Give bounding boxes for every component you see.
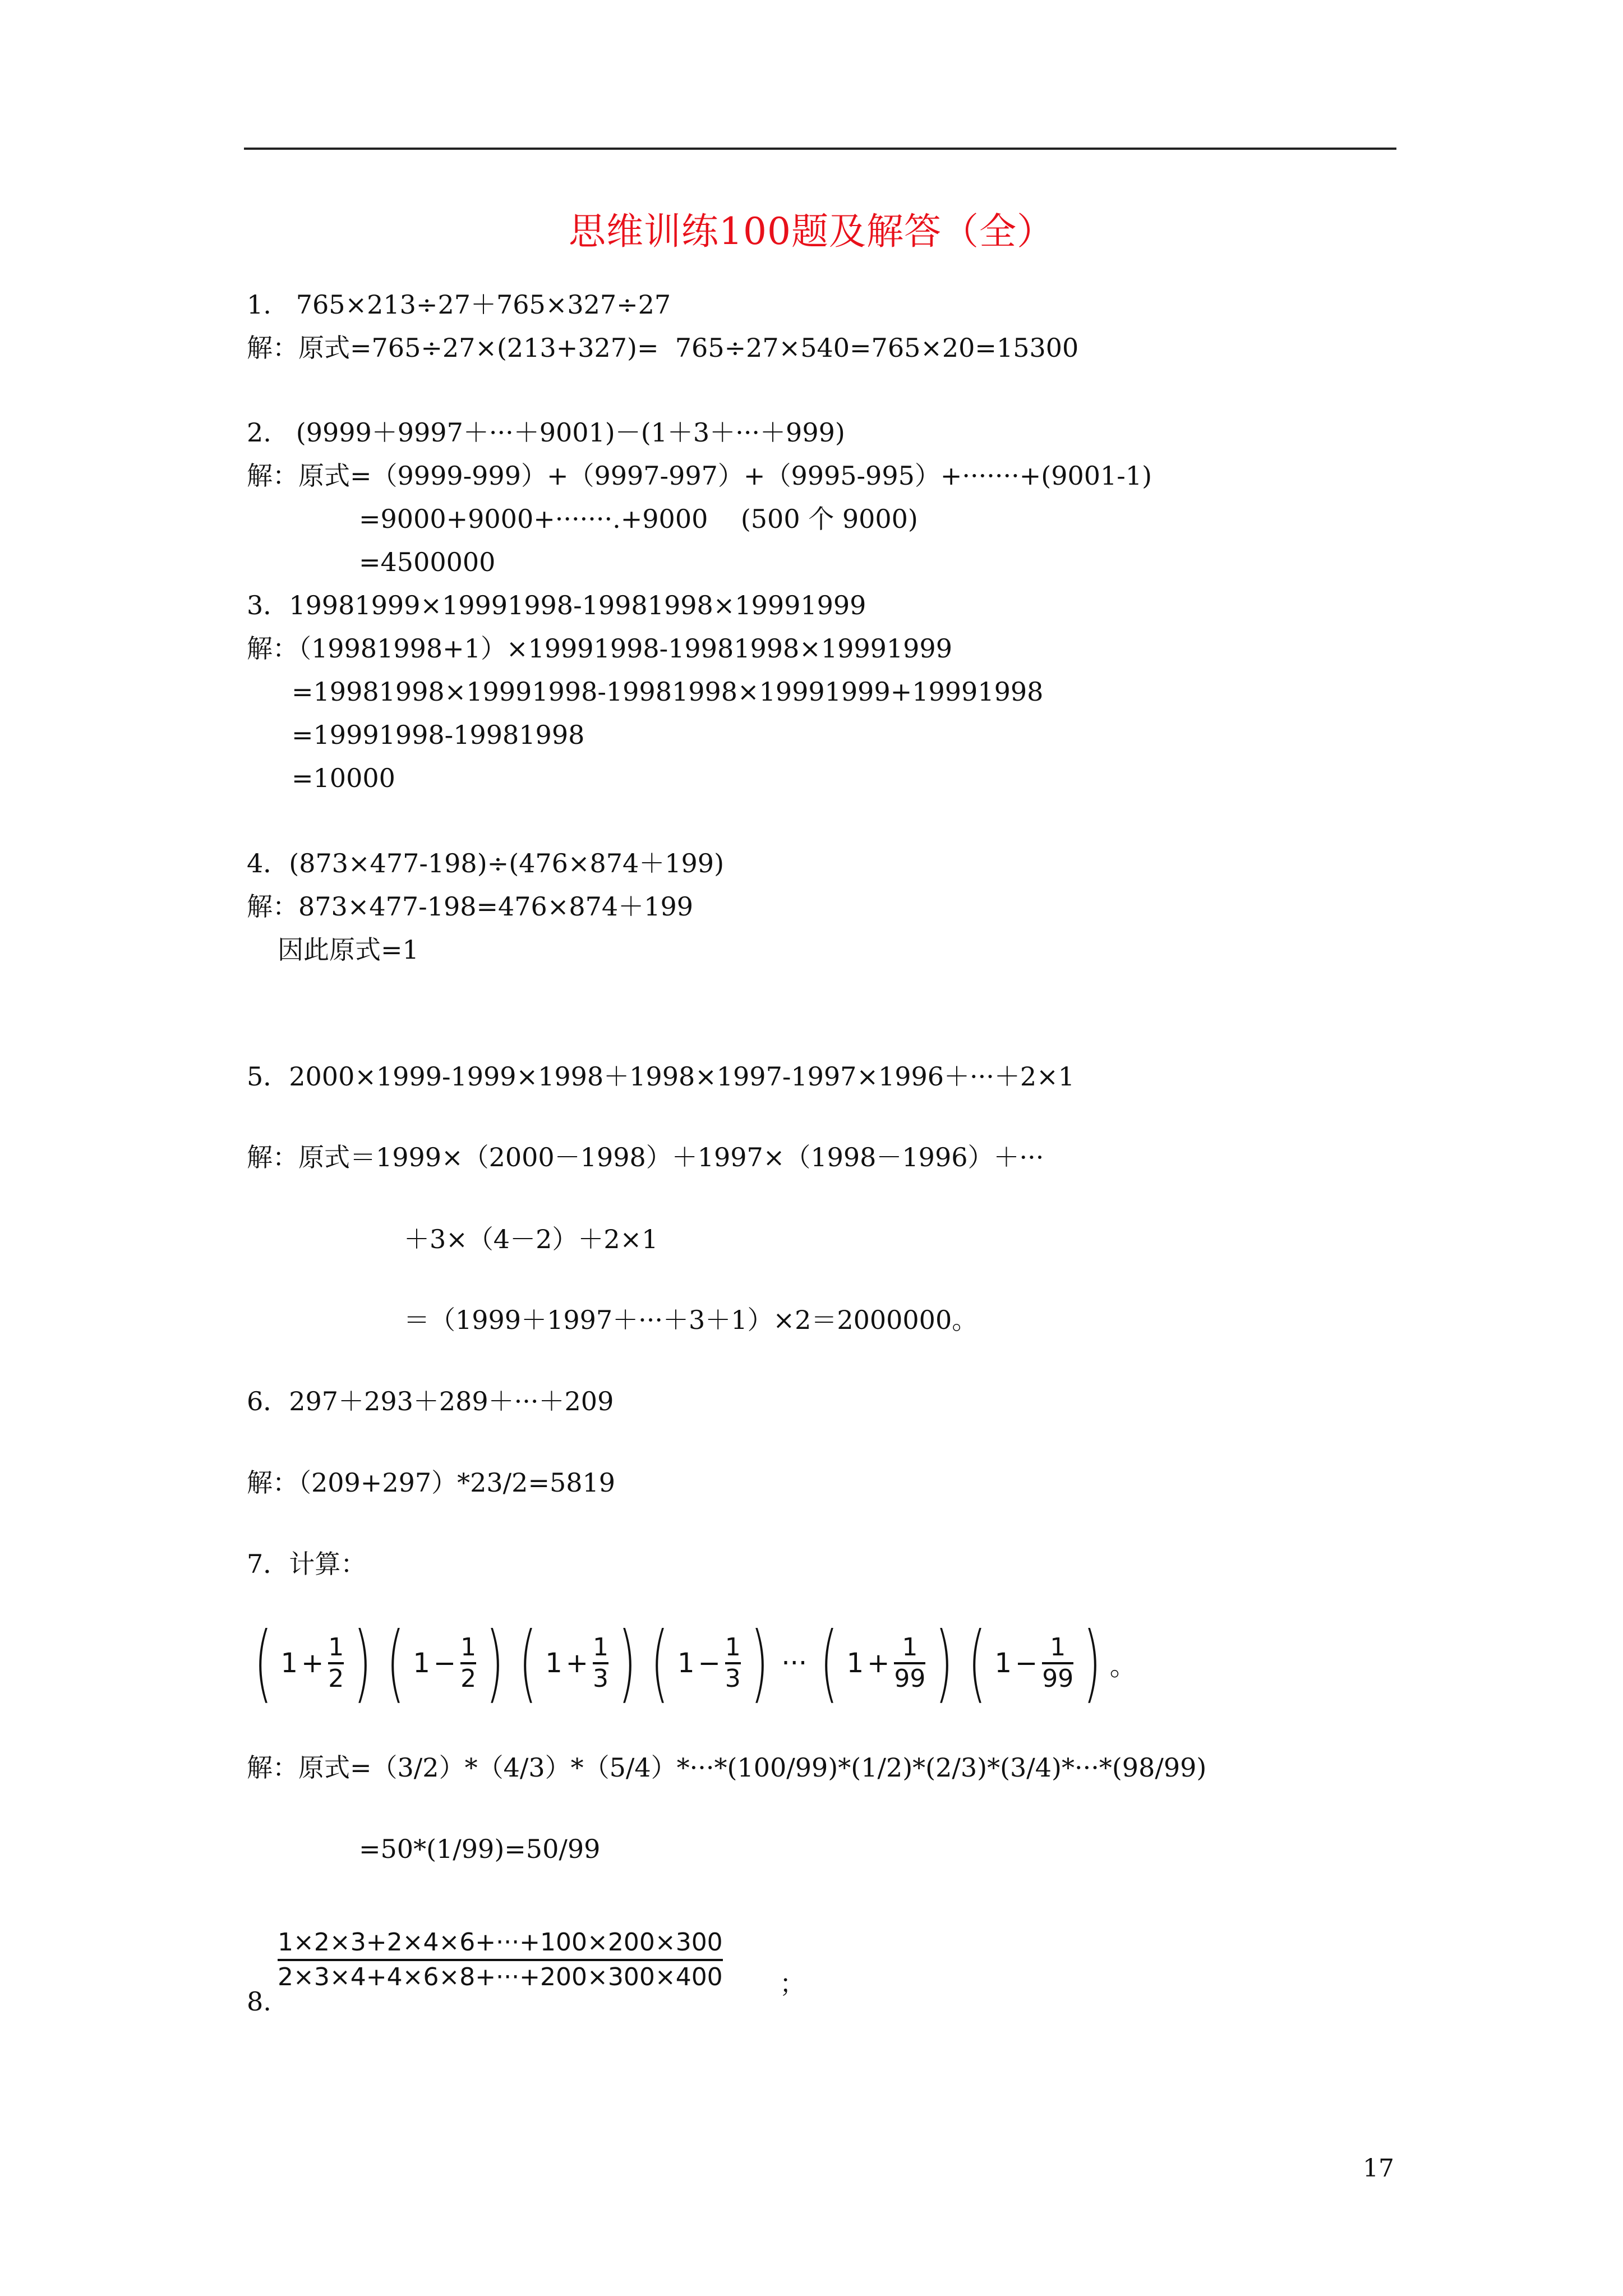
fraction-numerator: 1×2×3+2×4×6+···+100×200×300 bbox=[278, 1928, 723, 1957]
minus-sign: − bbox=[1015, 1648, 1038, 1679]
header-rule bbox=[244, 148, 1396, 150]
formula-one: 1 bbox=[846, 1648, 864, 1679]
problem-7: 7．计算： bbox=[247, 1549, 367, 1579]
plus-sign: + bbox=[301, 1648, 324, 1679]
formula-one: 1 bbox=[677, 1648, 695, 1679]
problem-8-fraction bbox=[278, 1930, 723, 1990]
fraction-numerator: 1 bbox=[1050, 1632, 1066, 1662]
left-paren: ( bbox=[820, 1614, 838, 1712]
formula-end-mark: 。 bbox=[1109, 1650, 1137, 1682]
left-paren: ( bbox=[254, 1614, 273, 1712]
right-paren: ) bbox=[353, 1614, 372, 1712]
solution-2-line-1: 解：原式=（9999-999）+（9997-997）+（9995-995）+·······+(9001-1) bbox=[247, 461, 1152, 491]
solution-3-line-2: =19981998×19991998-19981998×19991999+19991998 bbox=[292, 677, 1044, 707]
solution-7-line-1: 解：原式=（3/2）*（4/3）*（5/4）*···*(100/99)*(1/2)*(2/3)*(3/4)*···*(98/99) bbox=[247, 1752, 1207, 1783]
solution-3-line-1: 解：（19981998+1）×19991998-19981998×19991999 bbox=[247, 633, 952, 664]
fraction-numerator: 1 bbox=[460, 1632, 477, 1662]
fraction-bar bbox=[278, 1959, 723, 1961]
formula-one: 1 bbox=[545, 1648, 562, 1679]
fraction-denominator: 99 bbox=[1042, 1664, 1074, 1693]
fraction-denominator: 2 bbox=[328, 1664, 344, 1693]
problem-8-number: 8. bbox=[247, 1986, 271, 2017]
fraction bbox=[328, 1632, 344, 1693]
right-paren: ) bbox=[750, 1614, 769, 1712]
fraction bbox=[460, 1632, 477, 1693]
minus-sign: − bbox=[698, 1648, 721, 1679]
fraction-denominator: 3 bbox=[592, 1664, 608, 1693]
formula-one: 1 bbox=[413, 1648, 430, 1679]
problem-6: 6．297＋293＋289＋···＋209 bbox=[247, 1386, 614, 1416]
solution-7-line-2: =50*(1/99)=50/99 bbox=[359, 1834, 601, 1864]
left-paren: ( bbox=[386, 1614, 405, 1712]
solution-5-line-1: 解：原式＝1999×（2000－1998）＋1997×（1998－1996）＋··· bbox=[247, 1142, 1044, 1172]
fraction bbox=[894, 1632, 926, 1693]
minus-sign: − bbox=[433, 1648, 457, 1679]
page-number: 17 bbox=[1363, 2154, 1394, 2183]
formula-one: 1 bbox=[994, 1648, 1012, 1679]
solution-1: 解：原式=765÷27×(213+327)= 765÷27×540=765×20=15300 bbox=[247, 333, 1079, 363]
right-paren: ) bbox=[486, 1614, 504, 1712]
problem-5: 5．2000×1999-1999×1998＋1998×1997-1997×1996＋···＋2×1 bbox=[247, 1061, 1075, 1092]
fraction bbox=[592, 1632, 608, 1693]
solution-6: 解：（209+297）*23/2=5819 bbox=[247, 1467, 616, 1498]
solution-2-line-3: =4500000 bbox=[359, 547, 496, 577]
fraction-denominator: 2×3×4+4×6×8+···+200×300×400 bbox=[278, 1963, 723, 1992]
fraction-numerator: 1 bbox=[328, 1632, 344, 1662]
problem-4: 4．(873×477-198)÷(476×874＋199) bbox=[247, 848, 725, 878]
fraction-denominator: 3 bbox=[725, 1664, 741, 1693]
solution-5-line-2: ＋3×（4－2）＋2×1 bbox=[404, 1224, 658, 1254]
fraction-numerator: 1 bbox=[725, 1632, 741, 1662]
solution-2-line-2: =9000+9000+·······.+9000 (500 个 9000) bbox=[359, 504, 918, 534]
solution-4-line-1: 解：873×477-198=476×874＋199 bbox=[247, 891, 693, 922]
solution-4-line-2: 因此原式=1 bbox=[278, 935, 419, 965]
problem-2: 2. (9999＋9997＋···＋9001)－(1＋3＋···＋999) bbox=[247, 417, 845, 448]
fraction-numerator: 1 bbox=[902, 1632, 918, 1662]
solution-3-line-3: =19991998-19981998 bbox=[292, 720, 585, 750]
problem-1: 1. 765×213÷27＋765×327÷27 bbox=[247, 289, 671, 320]
page-title: 思维训练100题及解答（全） bbox=[569, 210, 1054, 253]
solution-3-line-4: =10000 bbox=[292, 763, 395, 793]
fraction-denominator: 2 bbox=[460, 1664, 477, 1693]
product-formula bbox=[247, 1614, 1138, 1712]
fraction bbox=[725, 1632, 741, 1693]
ellipsis: ··· bbox=[781, 1648, 808, 1679]
left-paren: ( bbox=[518, 1614, 537, 1712]
left-paren: ( bbox=[968, 1614, 986, 1712]
right-paren: ) bbox=[618, 1614, 637, 1712]
right-paren: ) bbox=[935, 1614, 953, 1712]
problem-3: 3．19981999×19991998-19981998×19991999 bbox=[247, 590, 866, 620]
fraction-denominator: 99 bbox=[894, 1664, 926, 1693]
plus-sign: + bbox=[565, 1648, 588, 1679]
fraction-numerator: 1 bbox=[592, 1632, 608, 1662]
plus-sign: + bbox=[867, 1648, 890, 1679]
problem-8-semicolon: ； bbox=[780, 1968, 805, 1999]
left-paren: ( bbox=[651, 1614, 669, 1712]
formula-one: 1 bbox=[280, 1648, 298, 1679]
right-paren: ) bbox=[1083, 1614, 1101, 1712]
solution-5-line-3: ＝（1999＋1997＋···＋3＋1）×2＝2000000。 bbox=[404, 1305, 978, 1335]
fraction bbox=[1042, 1632, 1074, 1693]
